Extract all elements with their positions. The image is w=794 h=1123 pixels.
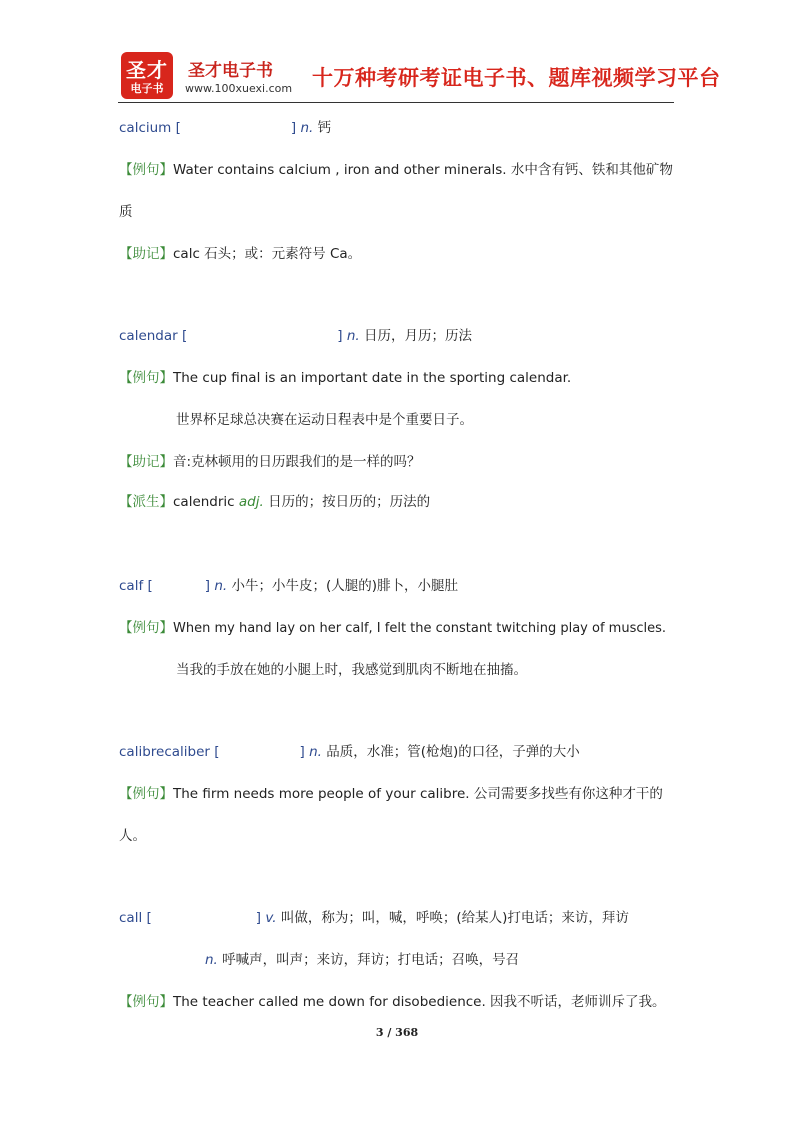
mnemonic-line <box>119 450 421 470</box>
example-continuation: 人。 <box>119 828 146 844</box>
example-text: Water contains calcium , iron and other minerals. 水中含有钙、铁和其他矿物 <box>173 162 673 178</box>
example-line <box>119 782 663 802</box>
derived-line <box>119 490 430 510</box>
meaning: 日历，月历；历法 <box>364 328 473 344</box>
header-divider <box>118 102 674 103</box>
example-tag: 【例句】 <box>119 620 173 636</box>
example-translation: 当我的手放在她的小腿上时，我感觉到肌肉不断地在抽搐。 <box>176 662 527 678</box>
entry-headline-calf <box>119 574 458 594</box>
entry-headline-calibre <box>119 740 580 760</box>
example-text: The firm needs more people of your calibre. 公司需要多找些有你这种才干的 <box>173 786 663 802</box>
phonetic-bracket: [ ] <box>146 910 262 926</box>
phonetic-bracket: [ ] <box>175 120 297 136</box>
meaning: 叫做，称为；叫，喊，呼唤；(给某人)打电话；来访，拜访 <box>280 910 629 926</box>
example-text: The cup final is an important date in the sporting calendar. <box>173 370 572 386</box>
mnemonic-text: calc 石头；或：元素符号 Ca。 <box>173 246 362 262</box>
brand-logo <box>121 52 173 99</box>
headword: calendar <box>119 328 178 344</box>
meaning: 小牛；小牛皮；(人腿的)腓卜，小腿肚 <box>231 578 459 594</box>
headword: call <box>119 910 143 926</box>
page-number: 3 / 368 <box>375 1026 419 1039</box>
derived-word: calendric <box>173 494 235 510</box>
header-slogan: 十万种考研考证电子书、题库视频学习平台 <box>312 66 721 90</box>
example-line <box>119 990 666 1010</box>
part-of-speech: v. <box>265 910 277 926</box>
part-of-speech: n. <box>214 578 228 594</box>
secondary-sense <box>205 948 519 968</box>
logo-bottom-text: 电子书 <box>130 82 164 95</box>
meaning-secondary: 呼喊声，叫声；来访，拜访；打电话；召唤，号召 <box>222 952 520 968</box>
example-line <box>119 158 673 178</box>
meaning: 品质，水准；管(枪炮)的口径，子弹的大小 <box>326 744 580 760</box>
part-of-speech: n. <box>300 120 314 136</box>
example-line <box>119 366 571 386</box>
part-of-speech: n. <box>346 328 360 344</box>
example-text: When my hand lay on her calf, I felt the constant twitching play of muscles. <box>173 621 667 636</box>
mnemonic-line <box>119 242 361 262</box>
example-continuation: 质 <box>119 204 133 220</box>
entry-headline-call <box>119 906 629 926</box>
headword: calcium <box>119 120 172 136</box>
example-text: The teacher called me down for disobedience. 因我不听话，老师训斥了我。 <box>173 994 666 1010</box>
derived-tag: 【派生】 <box>119 494 173 510</box>
phonetic-bracket: [ ] <box>147 578 211 594</box>
example-line <box>119 616 666 636</box>
mnemonic-tag: 【助记】 <box>119 454 173 470</box>
logo-top-text: 圣才 <box>126 58 168 82</box>
brand-url: www.100xuexi.com <box>185 82 293 95</box>
headword: calf <box>119 578 144 594</box>
part-of-speech: n. <box>309 744 322 760</box>
meaning: 钙 <box>317 120 332 136</box>
phonetic-bracket: [ ] <box>182 328 343 344</box>
part-of-speech-secondary: n. <box>205 952 218 968</box>
brand-name: 圣才电子书 <box>188 61 273 81</box>
headword: calibrecaliber <box>119 744 210 760</box>
example-tag: 【例句】 <box>119 162 173 178</box>
entry-headline-calendar <box>119 324 472 344</box>
example-translation: 世界杯足球总决赛在运动日程表中是个重要日子。 <box>176 412 473 428</box>
entry-headline-calcium <box>119 116 331 136</box>
example-tag: 【例句】 <box>119 370 173 386</box>
phonetic-bracket: [ ] <box>214 744 305 760</box>
derived-meaning: 日历的；按日历的；历法的 <box>268 494 431 510</box>
derived-pos: adj. <box>238 494 264 510</box>
page-header <box>0 0 794 105</box>
mnemonic-text: 音:克林顿用的日历跟我们的是一样的吗？ <box>173 454 421 470</box>
example-tag: 【例句】 <box>119 786 173 802</box>
mnemonic-tag: 【助记】 <box>119 246 173 262</box>
example-tag: 【例句】 <box>119 994 173 1010</box>
